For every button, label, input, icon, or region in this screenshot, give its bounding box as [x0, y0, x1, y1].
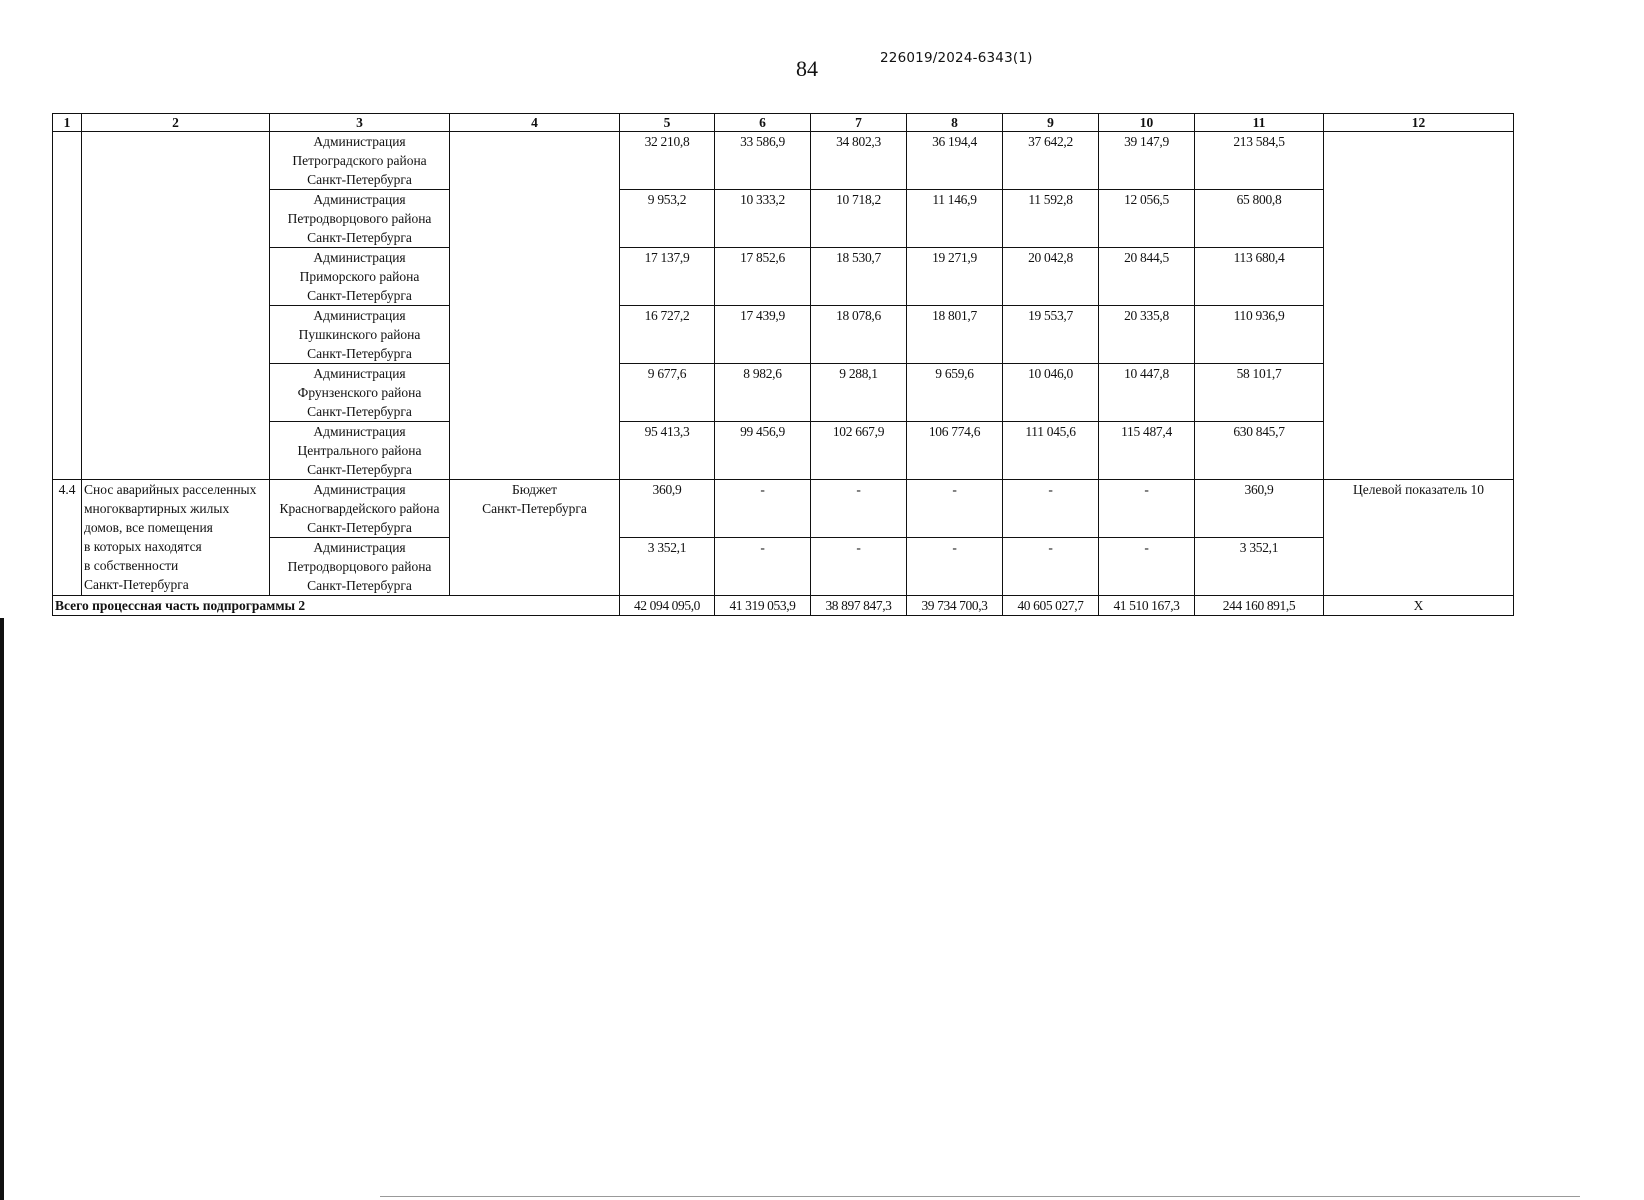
executor-cell — [270, 538, 450, 596]
value-cell: 12 056,5 — [1099, 190, 1195, 248]
executor-line: Петродворцового района — [287, 559, 432, 574]
executor-cell — [270, 132, 450, 190]
value-cell: 39 147,9 — [1099, 132, 1195, 190]
value-cell: 17 852,6 — [715, 248, 811, 306]
col-head: 7 — [811, 114, 907, 132]
col-head: 1 — [53, 114, 82, 132]
funding-source-line: Санкт-Петербурга — [482, 501, 587, 516]
table-row — [53, 422, 1514, 480]
total-value: 39 734 700,3 — [907, 596, 1003, 616]
executor-line: Санкт-Петербурга — [307, 230, 412, 245]
executor-line: Администрация — [313, 540, 406, 555]
table-row — [53, 480, 1514, 538]
table-row — [53, 132, 1514, 190]
executor-line: Санкт-Петербурга — [307, 404, 412, 419]
value-cell: 33 586,9 — [715, 132, 811, 190]
value-cell: 9 288,1 — [811, 364, 907, 422]
funding-source — [450, 480, 620, 596]
item-name-line: Санкт-Петербурга — [84, 577, 189, 592]
value-cell: 10 718,2 — [811, 190, 907, 248]
executor-cell — [270, 480, 450, 538]
executor-line: Администрация — [313, 134, 406, 149]
document-id: 226019/2024-6343(1) — [880, 50, 1033, 66]
total-col12: X — [1324, 596, 1514, 616]
executor-line: Пушкинского района — [298, 327, 421, 342]
col-head: 2 — [82, 114, 270, 132]
value-cell: 360,9 — [620, 480, 715, 538]
value-cell: - — [907, 538, 1003, 596]
funding-source-line: Бюджет — [511, 482, 558, 497]
executor-line: Санкт-Петербурга — [307, 172, 412, 187]
total-cell: 3 352,1 — [1195, 538, 1324, 596]
scan-edge-line — [0, 618, 4, 1200]
source-empty — [450, 132, 620, 480]
value-cell: 19 553,7 — [1003, 306, 1099, 364]
value-cell: 17 137,9 — [620, 248, 715, 306]
value-cell: 17 439,9 — [715, 306, 811, 364]
col-head: 4 — [450, 114, 620, 132]
value-cell: - — [715, 538, 811, 596]
executor-line: Администрация — [313, 250, 406, 265]
column-number-row — [53, 114, 1514, 132]
table-row — [53, 538, 1514, 596]
value-cell: - — [715, 480, 811, 538]
value-cell: - — [907, 480, 1003, 538]
col-head: 6 — [715, 114, 811, 132]
value-cell: 37 642,2 — [1003, 132, 1099, 190]
table-row — [53, 190, 1514, 248]
scan-bottom-line — [380, 1196, 1580, 1197]
item-name-line: Снос аварийных расселенных — [84, 482, 257, 497]
col-head: 12 — [1324, 114, 1514, 132]
executor-cell — [270, 306, 450, 364]
executor-line: Администрация — [313, 482, 406, 497]
value-cell: - — [1099, 538, 1195, 596]
executor-line: Администрация — [313, 192, 406, 207]
executor-line: Администрация — [313, 424, 406, 439]
value-cell: 8 982,6 — [715, 364, 811, 422]
value-cell: 16 727,2 — [620, 306, 715, 364]
total-cell: 58 101,7 — [1195, 364, 1324, 422]
value-cell: 3 352,1 — [620, 538, 715, 596]
total-value: 40 605 027,7 — [1003, 596, 1099, 616]
executor-line: Санкт-Петербурга — [307, 578, 412, 593]
item-name-line: многоквартирных жилых — [84, 501, 230, 516]
value-cell: 9 677,6 — [620, 364, 715, 422]
value-cell: 9 953,2 — [620, 190, 715, 248]
value-cell: 20 844,5 — [1099, 248, 1195, 306]
item-number: 4.4 — [53, 480, 82, 596]
executor-line: Санкт-Петербурга — [307, 288, 412, 303]
value-cell: 10 046,0 — [1003, 364, 1099, 422]
value-cell: 102 667,9 — [811, 422, 907, 480]
target-indicator: Целевой показатель 10 — [1324, 480, 1514, 596]
value-cell: - — [1099, 480, 1195, 538]
executor-line: Администрация — [313, 308, 406, 323]
executor-line: Санкт-Петербурга — [307, 462, 412, 477]
total-row — [53, 596, 1514, 616]
value-cell: 99 456,9 — [715, 422, 811, 480]
table-row — [53, 248, 1514, 306]
item-name — [82, 480, 270, 596]
value-cell: 11 592,8 — [1003, 190, 1099, 248]
total-label: Всего процессная часть подпрограммы 2 — [53, 596, 620, 616]
executor-cell — [270, 364, 450, 422]
value-cell: 115 487,4 — [1099, 422, 1195, 480]
col-head: 3 — [270, 114, 450, 132]
total-cell: 110 936,9 — [1195, 306, 1324, 364]
col-head: 5 — [620, 114, 715, 132]
value-cell: 36 194,4 — [907, 132, 1003, 190]
value-cell: 106 774,6 — [907, 422, 1003, 480]
page-number: 84 — [796, 56, 818, 81]
value-cell: 18 530,7 — [811, 248, 907, 306]
total-cell: 213 584,5 — [1195, 132, 1324, 190]
total-cell: 360,9 — [1195, 480, 1324, 538]
executor-line: Красногвардейского района — [279, 501, 440, 516]
executor-line: Петроградского района — [292, 153, 427, 168]
value-cell: 34 802,3 — [811, 132, 907, 190]
total-cell: 113 680,4 — [1195, 248, 1324, 306]
table-row — [53, 306, 1514, 364]
total-value: 38 897 847,3 — [811, 596, 907, 616]
executor-line: Центрального района — [297, 443, 422, 458]
table-row — [53, 364, 1514, 422]
col-head: 11 — [1195, 114, 1324, 132]
grand-total: 244 160 891,5 — [1195, 596, 1324, 616]
value-cell: - — [811, 480, 907, 538]
value-cell: 95 413,3 — [620, 422, 715, 480]
executor-line: Санкт-Петербурга — [307, 346, 412, 361]
total-value: 42 094 095,0 — [620, 596, 715, 616]
total-value: 41 510 167,3 — [1099, 596, 1195, 616]
value-cell: 32 210,8 — [620, 132, 715, 190]
col-head: 10 — [1099, 114, 1195, 132]
target-empty — [1324, 132, 1514, 480]
value-cell: 111 045,6 — [1003, 422, 1099, 480]
value-cell: 10 333,2 — [715, 190, 811, 248]
value-cell: 20 042,8 — [1003, 248, 1099, 306]
value-cell: - — [811, 538, 907, 596]
executor-line: Санкт-Петербурга — [307, 520, 412, 535]
executor-line: Фрунзенского района — [297, 385, 422, 400]
value-cell: 11 146,9 — [907, 190, 1003, 248]
item-name-line: в собственности — [84, 558, 179, 573]
value-cell: - — [1003, 480, 1099, 538]
total-cell: 65 800,8 — [1195, 190, 1324, 248]
executor-cell — [270, 248, 450, 306]
executor-line: Петродворцового района — [287, 211, 432, 226]
value-cell: 10 447,8 — [1099, 364, 1195, 422]
value-cell: 9 659,6 — [907, 364, 1003, 422]
total-value: 41 319 053,9 — [715, 596, 811, 616]
executor-line: Администрация — [313, 366, 406, 381]
total-cell: 630 845,7 — [1195, 422, 1324, 480]
budget-table — [52, 113, 1514, 616]
row-name-empty — [82, 132, 270, 480]
executor-cell — [270, 190, 450, 248]
row-number-empty — [53, 132, 82, 480]
value-cell: 19 271,9 — [907, 248, 1003, 306]
value-cell: 20 335,8 — [1099, 306, 1195, 364]
value-cell: - — [1003, 538, 1099, 596]
item-name-line: в которых находятся — [84, 539, 202, 554]
col-head: 8 — [907, 114, 1003, 132]
executor-cell — [270, 422, 450, 480]
value-cell: 18 801,7 — [907, 306, 1003, 364]
item-name-line: домов, все помещения — [84, 520, 213, 535]
value-cell: 18 078,6 — [811, 306, 907, 364]
col-head: 9 — [1003, 114, 1099, 132]
executor-line: Приморского района — [299, 269, 420, 284]
